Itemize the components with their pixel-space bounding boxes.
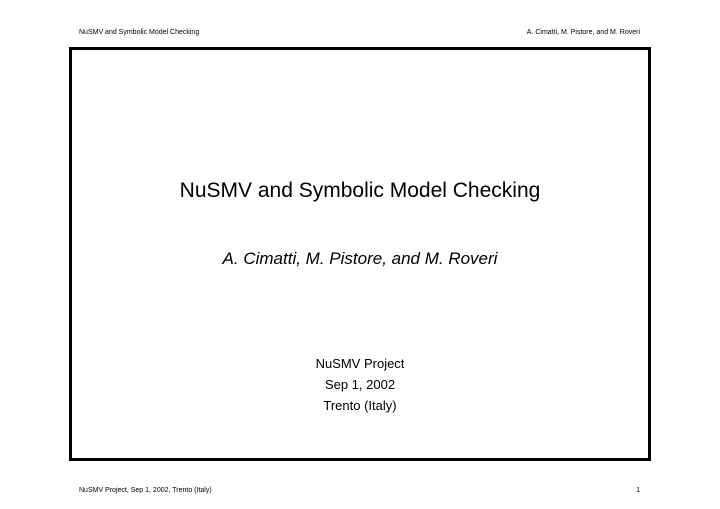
- slide-info-block: [72, 353, 648, 416]
- slide-title: NuSMV and Symbolic Model Checking: [179, 179, 541, 202]
- running-footer: NuSMV Project, Sep 1, 2002, Trento (Italy): [79, 487, 212, 494]
- project-name: NuSMV Project: [315, 356, 405, 371]
- running-header-authors: A. Cimatti, M. Pistore, and M. Roveri: [526, 29, 640, 36]
- presentation-location: Trento (Italy): [323, 398, 397, 413]
- slide-frame: [69, 47, 651, 461]
- running-header-title: NuSMV and Symbolic Model Checking: [79, 29, 200, 36]
- presentation-date: Sep 1, 2002: [324, 377, 396, 392]
- slide-authors: A. Cimatti, M. Pistore, and M. Roveri: [222, 249, 498, 268]
- page-number: 1: [636, 487, 640, 494]
